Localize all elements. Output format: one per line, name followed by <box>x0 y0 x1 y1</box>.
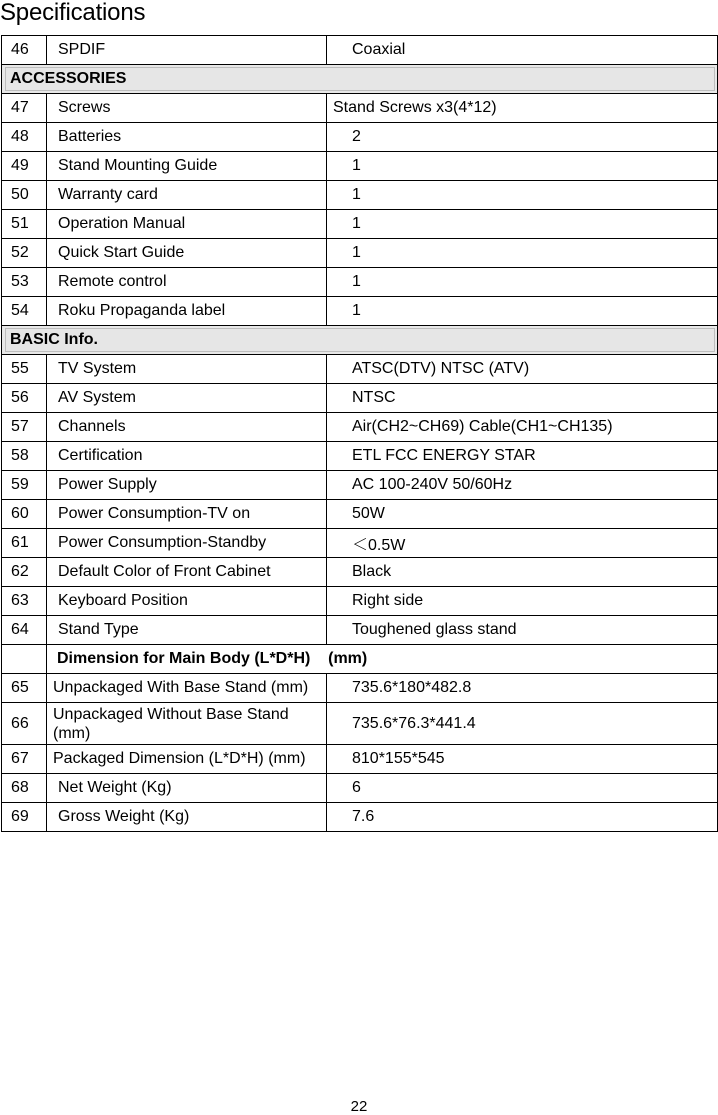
spec-value: 1 <box>327 152 718 181</box>
spec-value: 50W <box>327 500 718 529</box>
row-number: 52 <box>2 239 47 268</box>
spec-name: Remote control <box>47 268 327 297</box>
table-row <box>2 803 718 832</box>
section-header-basic-info <box>2 326 718 355</box>
spec-value: AC 100-240V 50/60Hz <box>327 471 718 500</box>
row-number: 66 <box>2 703 47 745</box>
table-row <box>2 123 718 152</box>
spec-name: Certification <box>47 442 327 471</box>
table-row <box>2 587 718 616</box>
spec-name: TV System <box>47 355 327 384</box>
spec-name: Net Weight (Kg) <box>47 774 327 803</box>
table-row <box>2 774 718 803</box>
spec-name: Keyboard Position <box>47 587 327 616</box>
spec-name: Power Consumption-Standby <box>47 529 327 558</box>
row-number: 49 <box>2 152 47 181</box>
section-title: ACCESSORIES <box>5 67 715 91</box>
row-number: 64 <box>2 616 47 645</box>
spec-name: Stand Type <box>47 616 327 645</box>
spec-value: Toughened glass stand <box>327 616 718 645</box>
spec-name: Stand Mounting Guide <box>47 152 327 181</box>
table-row <box>2 36 718 65</box>
spec-value: 2 <box>327 123 718 152</box>
spec-value: ATSC(DTV) NTSC (ATV) <box>327 355 718 384</box>
spec-name: Channels <box>47 413 327 442</box>
table-row <box>2 297 718 326</box>
spec-value: Air(CH2~CH69) Cable(CH1~CH135) <box>327 413 718 442</box>
page-title: Specifications <box>0 0 146 26</box>
spec-name: Unpackaged With Base Stand (mm) <box>47 674 327 703</box>
row-number: 54 <box>2 297 47 326</box>
row-number: 48 <box>2 123 47 152</box>
spec-value: ETL FCC ENERGY STAR <box>327 442 718 471</box>
spec-name: Default Color of Front Cabinet <box>47 558 327 587</box>
row-number <box>2 645 47 674</box>
spec-value: 1 <box>327 297 718 326</box>
spec-value: 735.6*180*482.8 <box>327 674 718 703</box>
row-number: 62 <box>2 558 47 587</box>
table-row <box>2 471 718 500</box>
table-row <box>2 384 718 413</box>
row-number: 61 <box>2 529 47 558</box>
row-number: 60 <box>2 500 47 529</box>
table-row <box>2 94 718 123</box>
spec-value: 1 <box>327 210 718 239</box>
row-number: 59 <box>2 471 47 500</box>
spec-name: Warranty card <box>47 181 327 210</box>
row-number: 55 <box>2 355 47 384</box>
row-number: 67 <box>2 745 47 774</box>
table-row <box>2 355 718 384</box>
table-row <box>2 181 718 210</box>
row-number: 47 <box>2 94 47 123</box>
row-number: 65 <box>2 674 47 703</box>
table-row <box>2 152 718 181</box>
spec-name: Operation Manual <box>47 210 327 239</box>
spec-value: ＜0.5W <box>327 529 718 558</box>
table-row <box>2 268 718 297</box>
spec-name: Screws <box>47 94 327 123</box>
page-number: 22 <box>350 1098 368 1115</box>
table-row <box>2 703 718 745</box>
row-number: 58 <box>2 442 47 471</box>
table-row <box>2 239 718 268</box>
spec-value: 735.6*76.3*441.4 <box>327 703 718 745</box>
table-row <box>2 529 718 558</box>
row-number: 50 <box>2 181 47 210</box>
spec-name: Unpackaged Without Base Stand (mm) <box>47 703 327 745</box>
specifications-table <box>1 35 718 832</box>
row-number: 57 <box>2 413 47 442</box>
table-row <box>2 442 718 471</box>
spec-value: Stand Screws x3(4*12) <box>327 94 718 123</box>
spec-value: 810*155*545 <box>327 745 718 774</box>
table-row <box>2 558 718 587</box>
dimension-header: Dimension for Main Body (L*D*H) (mm) <box>47 645 718 674</box>
spec-name: AV System <box>47 384 327 413</box>
spec-name: Roku Propaganda label <box>47 297 327 326</box>
spec-value: 1 <box>327 268 718 297</box>
spec-name: Batteries <box>47 123 327 152</box>
spec-value: NTSC <box>327 384 718 413</box>
spec-name: Power Consumption-TV on <box>47 500 327 529</box>
table-row <box>2 413 718 442</box>
spec-name: SPDIF <box>47 36 327 65</box>
spec-value: Coaxial <box>327 36 718 65</box>
row-number: 46 <box>2 36 47 65</box>
spec-value: 7.6 <box>327 803 718 832</box>
spec-value: 6 <box>327 774 718 803</box>
table-row <box>2 210 718 239</box>
table-row <box>2 616 718 645</box>
dimension-header-row <box>2 645 718 674</box>
section-header-accessories <box>2 65 718 94</box>
spec-name: Quick Start Guide <box>47 239 327 268</box>
section-title: BASIC Info. <box>5 328 715 352</box>
row-number: 56 <box>2 384 47 413</box>
table-row <box>2 500 718 529</box>
spec-value: Black <box>327 558 718 587</box>
table-row <box>2 745 718 774</box>
row-number: 53 <box>2 268 47 297</box>
row-number: 51 <box>2 210 47 239</box>
table-row <box>2 674 718 703</box>
row-number: 63 <box>2 587 47 616</box>
spec-name: Power Supply <box>47 471 327 500</box>
spec-value: Right side <box>327 587 718 616</box>
spec-value: 1 <box>327 239 718 268</box>
row-number: 68 <box>2 774 47 803</box>
spec-name: Packaged Dimension (L*D*H) (mm) <box>47 745 327 774</box>
row-number: 69 <box>2 803 47 832</box>
spec-name: Gross Weight (Kg) <box>47 803 327 832</box>
spec-value: 1 <box>327 181 718 210</box>
